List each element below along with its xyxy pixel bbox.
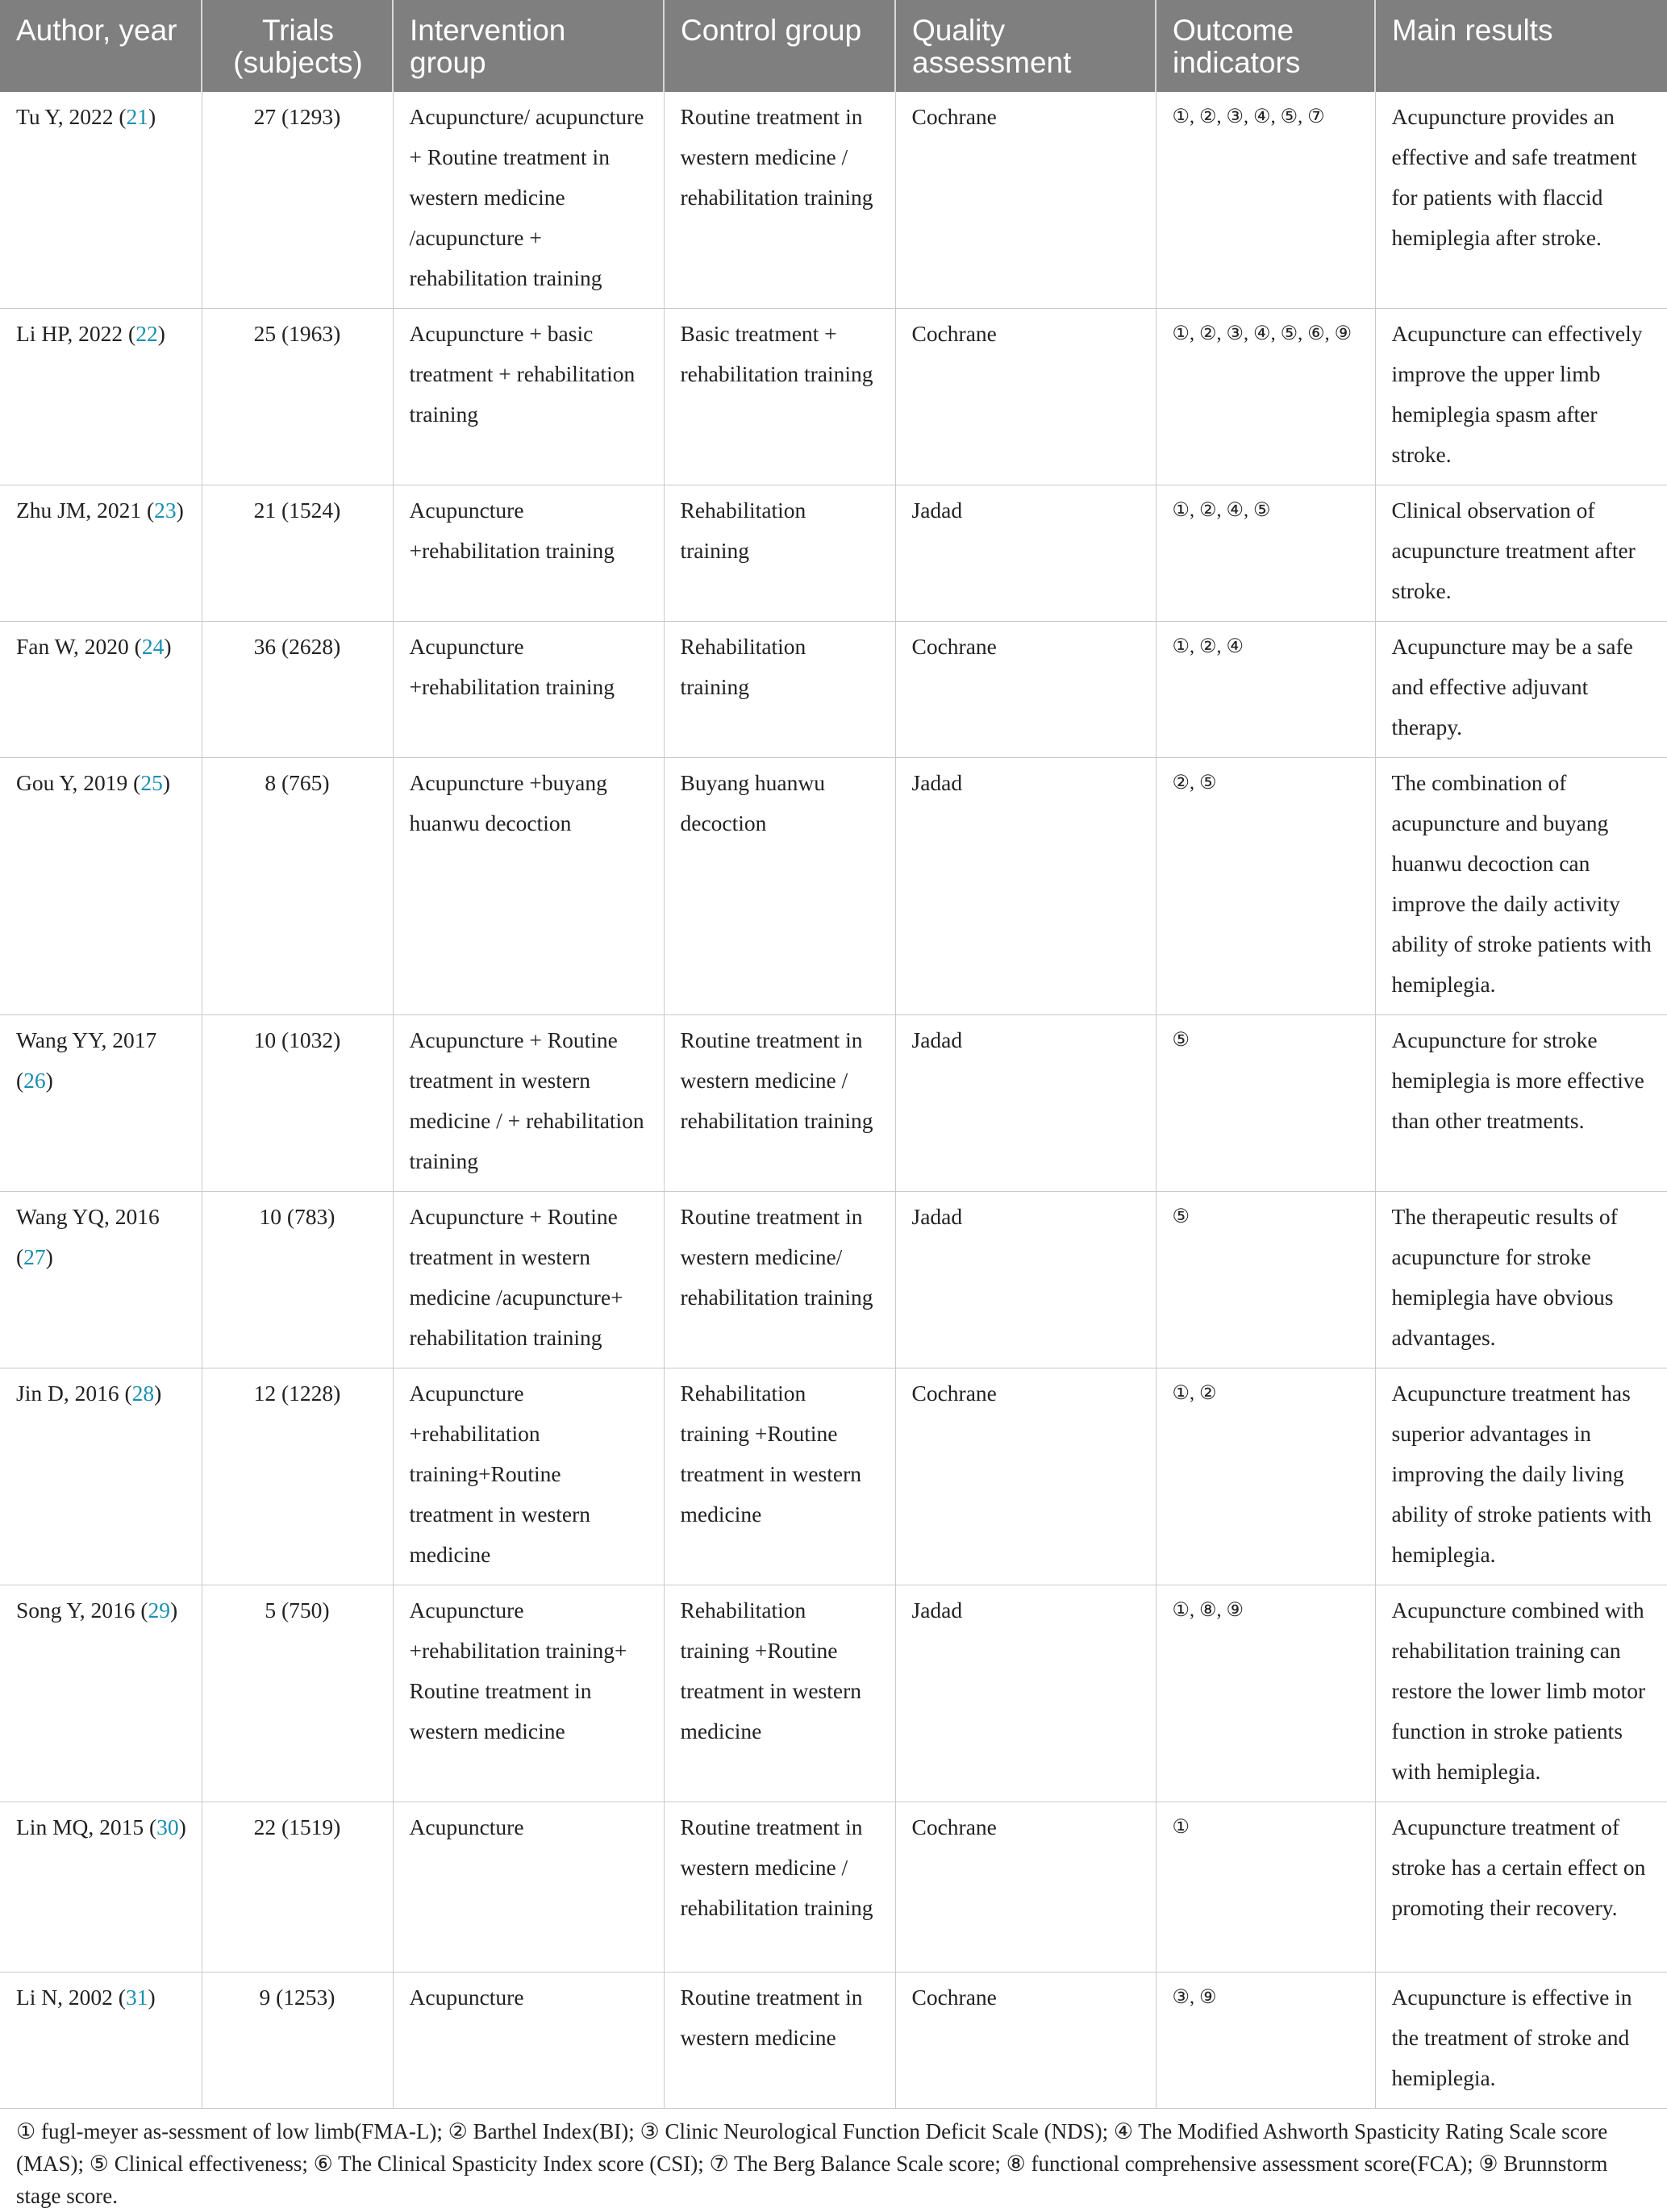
- author-year-text: Wang YQ, 2016 (: [16, 1204, 160, 1269]
- cell-intervention-group: Acupuncture + basic treatment + rehabilitation training: [393, 309, 664, 485]
- cell-control-group: Rehabilitation training +Routine treatment in western medicine: [664, 1368, 895, 1585]
- cell-outcome-indicators: ①, ②, ③, ④, ⑤, ⑥, ⑨: [1156, 309, 1375, 485]
- cell-outcome-indicators: ②, ⑤: [1156, 758, 1375, 1015]
- cell-trials-subjects: 5 (750): [202, 1585, 393, 1802]
- cell-trials-subjects: 36 (2628): [202, 622, 393, 758]
- table-row: [0, 1972, 1667, 2109]
- table-row: [0, 1015, 1667, 1192]
- cell-trials-subjects: 10 (783): [202, 1192, 393, 1368]
- author-year-text: Lin MQ, 2015 (: [16, 1814, 157, 1839]
- cell-main-results: Acupuncture provides an effective and safe treatment for patients with flaccid hemiplegia after stroke.: [1375, 92, 1667, 309]
- cell-main-results: Acupuncture can effectively improve the upper limb hemiplegia spasm after stroke.: [1375, 309, 1667, 485]
- cell-intervention-group: Acupuncture +buyang huanwu decoction: [393, 758, 664, 1015]
- cell-outcome-indicators: ①: [1156, 1802, 1375, 1972]
- reference-link[interactable]: 21: [126, 104, 149, 129]
- cell-author-year: [0, 92, 202, 309]
- cell-main-results: Clinical observation of acupuncture treatment after stroke.: [1375, 485, 1667, 622]
- cell-quality-assessment: Jadad: [895, 1015, 1156, 1192]
- cell-control-group: Routine treatment in western medicine / rehabilitation training: [664, 92, 895, 309]
- cell-author-year: [0, 1802, 202, 1972]
- cell-control-group: Routine treatment in western medicine/ rehabilitation training: [664, 1192, 895, 1368]
- cell-quality-assessment: Jadad: [895, 1585, 1156, 1802]
- cell-intervention-group: Acupuncture +rehabilitation training: [393, 485, 664, 622]
- cell-quality-assessment: Cochrane: [895, 309, 1156, 485]
- cell-control-group: Rehabilitation training +Routine treatment in western medicine: [664, 1585, 895, 1802]
- table-row: [0, 1368, 1667, 1585]
- cell-control-group: Routine treatment in western medicine / rehabilitation training: [664, 1015, 895, 1192]
- table-row: [0, 1802, 1667, 1972]
- cell-author-year: [0, 1368, 202, 1585]
- cell-intervention-group: Acupuncture + Routine treatment in western medicine /acupuncture+ rehabilitation training: [393, 1192, 664, 1368]
- cell-trials-subjects: 12 (1228): [202, 1368, 393, 1585]
- reference-close-paren: ): [148, 1985, 156, 2010]
- reference-link[interactable]: 25: [140, 770, 163, 795]
- author-year-text: Tu Y, 2022 (: [16, 104, 127, 129]
- cell-outcome-indicators: ①, ⑧, ⑨: [1156, 1585, 1375, 1802]
- reference-link[interactable]: 30: [156, 1814, 179, 1839]
- reference-close-paren: ): [164, 634, 172, 659]
- cell-author-year: [0, 1585, 202, 1802]
- reference-close-paren: ): [45, 1244, 53, 1269]
- reference-close-paren: ): [162, 770, 170, 795]
- author-year-text: Song Y, 2016 (: [16, 1598, 148, 1623]
- reference-link[interactable]: 27: [23, 1244, 46, 1269]
- cell-intervention-group: Acupuncture +rehabilitation training+Routine treatment in western medicine: [393, 1368, 664, 1585]
- author-year-text: Wang YY, 2017 (: [16, 1027, 157, 1093]
- header-trials-subjects: Trials (subjects): [202, 0, 393, 92]
- cell-outcome-indicators: ①, ②, ④: [1156, 622, 1375, 758]
- cell-author-year: [0, 485, 202, 622]
- table-row: [0, 92, 1667, 309]
- cell-trials-subjects: 25 (1963): [202, 309, 393, 485]
- cell-trials-subjects: 22 (1519): [202, 1802, 393, 1972]
- cell-outcome-indicators: ⑤: [1156, 1192, 1375, 1368]
- cell-control-group: Rehabilitation training: [664, 485, 895, 622]
- cell-quality-assessment: Jadad: [895, 758, 1156, 1015]
- reference-close-paren: ): [148, 104, 156, 129]
- table-footnote: ① fugl-meyer as-sessment of low limb(FMA-L); ② Barthel Index(BI); ③ Clinic Neurological Function Deficit Scale (NDS); ④ The Modified Ashworth Spasticity Rating Scale score (MAS); ⑤ Clinical effectiveness; ⑥ The Clinical Spasticity Index score (CSI); ⑦ The Berg Balance Scale score; ⑧ functional comprehensive assessment score(FCA); ⑨ Brunnstorm stage score.: [16, 2119, 1608, 2208]
- cell-control-group: Buyang huanwu decoction: [664, 758, 895, 1015]
- cell-control-group: Routine treatment in western medicine / rehabilitation training: [664, 1802, 895, 1972]
- header-main-results: Main results: [1375, 0, 1667, 92]
- cell-intervention-group: Acupuncture +rehabilitation training: [393, 622, 664, 758]
- cell-intervention-group: Acupuncture/ acupuncture + Routine treatment in western medicine /acupuncture + rehabilitation training: [393, 92, 664, 309]
- author-year-text: Li N, 2002 (: [16, 1985, 126, 2010]
- cell-trials-subjects: 9 (1253): [202, 1972, 393, 2109]
- reference-close-paren: ): [157, 321, 165, 346]
- cell-outcome-indicators: ①, ②: [1156, 1368, 1375, 1585]
- reference-link[interactable]: 23: [154, 498, 177, 523]
- cell-quality-assessment: Cochrane: [895, 1802, 1156, 1972]
- cell-main-results: Acupuncture treatment of stroke has a certain effect on promoting their recovery.: [1375, 1802, 1667, 1972]
- table-row: [0, 622, 1667, 758]
- cell-intervention-group: Acupuncture: [393, 1972, 664, 2109]
- cell-main-results: Acupuncture is effective in the treatment of stroke and hemiplegia.: [1375, 1972, 1667, 2109]
- author-year-text: Gou Y, 2019 (: [16, 770, 141, 795]
- cell-main-results: The combination of acupuncture and buyang huanwu decoction can improve the daily activity ability of stroke patients with hemiplegia.: [1375, 758, 1667, 1015]
- cell-main-results: Acupuncture for stroke hemiplegia is more effective than other treatments.: [1375, 1015, 1667, 1192]
- cell-quality-assessment: Cochrane: [895, 622, 1156, 758]
- cell-outcome-indicators: ③, ⑨: [1156, 1972, 1375, 2109]
- reference-link[interactable]: 31: [125, 1985, 148, 2010]
- reference-close-paren: ): [176, 498, 184, 523]
- header-quality-assessment: Quality assessment: [895, 0, 1156, 92]
- cell-outcome-indicators: ①, ②, ③, ④, ⑤, ⑦: [1156, 92, 1375, 309]
- cell-quality-assessment: Cochrane: [895, 1972, 1156, 2109]
- cell-control-group: Rehabilitation training: [664, 622, 895, 758]
- cell-trials-subjects: 10 (1032): [202, 1015, 393, 1192]
- reference-close-paren: ): [45, 1068, 53, 1093]
- cell-outcome-indicators: ⑤: [1156, 1015, 1375, 1192]
- cell-quality-assessment: Cochrane: [895, 92, 1156, 309]
- cell-control-group: Routine treatment in western medicine: [664, 1972, 895, 2109]
- author-year-text: Fan W, 2020 (: [16, 634, 142, 659]
- reference-link[interactable]: 26: [23, 1068, 46, 1093]
- cell-main-results: The therapeutic results of acupuncture for stroke hemiplegia have obvious advantages.: [1375, 1192, 1667, 1368]
- author-year-text: Jin D, 2016 (: [16, 1381, 132, 1406]
- reference-close-paren: ): [178, 1814, 186, 1839]
- cell-main-results: Acupuncture combined with rehabilitation training can restore the lower limb motor function in stroke patients with hemiplegia.: [1375, 1585, 1667, 1802]
- cell-author-year: [0, 622, 202, 758]
- cell-trials-subjects: 8 (765): [202, 758, 393, 1015]
- cell-intervention-group: Acupuncture: [393, 1802, 664, 1972]
- cell-author-year: [0, 1015, 202, 1192]
- cell-control-group: Basic treatment + rehabilitation training: [664, 309, 895, 485]
- author-year-text: Zhu JM, 2021 (: [16, 498, 155, 523]
- cell-quality-assessment: Jadad: [895, 485, 1156, 622]
- reference-link[interactable]: 29: [148, 1598, 170, 1623]
- header-author-year: Author, year: [0, 0, 202, 92]
- table-row: [0, 1585, 1667, 1802]
- table-header: [0, 0, 1667, 92]
- header-row: [0, 0, 1667, 92]
- header-intervention-group: Intervention group: [393, 0, 664, 92]
- cell-trials-subjects: 21 (1524): [202, 485, 393, 622]
- reference-link[interactable]: 28: [131, 1381, 155, 1406]
- cell-quality-assessment: Jadad: [895, 1192, 1156, 1368]
- reference-close-paren: ): [154, 1381, 162, 1406]
- cell-author-year: [0, 1192, 202, 1368]
- cell-author-year: [0, 758, 202, 1015]
- cell-intervention-group: Acupuncture +rehabilitation training+ Routine treatment in western medicine: [393, 1585, 664, 1802]
- cell-author-year: [0, 1972, 202, 2109]
- reference-link[interactable]: 22: [135, 321, 158, 346]
- cell-outcome-indicators: ①, ②, ④, ⑤: [1156, 485, 1375, 622]
- table-row: [0, 485, 1667, 622]
- author-year-text: Li HP, 2022 (: [16, 321, 136, 346]
- reference-link[interactable]: 24: [141, 634, 165, 659]
- cell-intervention-group: Acupuncture + Routine treatment in western medicine / + rehabilitation training: [393, 1015, 664, 1192]
- cell-main-results: Acupuncture treatment has superior advantages in improving the daily living ability of stroke patients with hemiplegia.: [1375, 1368, 1667, 1585]
- cell-quality-assessment: Cochrane: [895, 1368, 1156, 1585]
- cell-main-results: Acupuncture may be a safe and effective adjuvant therapy.: [1375, 622, 1667, 758]
- reference-close-paren: ): [170, 1598, 178, 1623]
- table-body: [0, 92, 1667, 2109]
- table-row: [0, 1192, 1667, 1368]
- table-row: [0, 758, 1667, 1015]
- table-row: [0, 309, 1667, 485]
- cell-author-year: [0, 309, 202, 485]
- header-control-group: Control group: [664, 0, 895, 92]
- header-outcome-indicators: Outcome indicators: [1156, 0, 1375, 92]
- cell-trials-subjects: 27 (1293): [202, 92, 393, 309]
